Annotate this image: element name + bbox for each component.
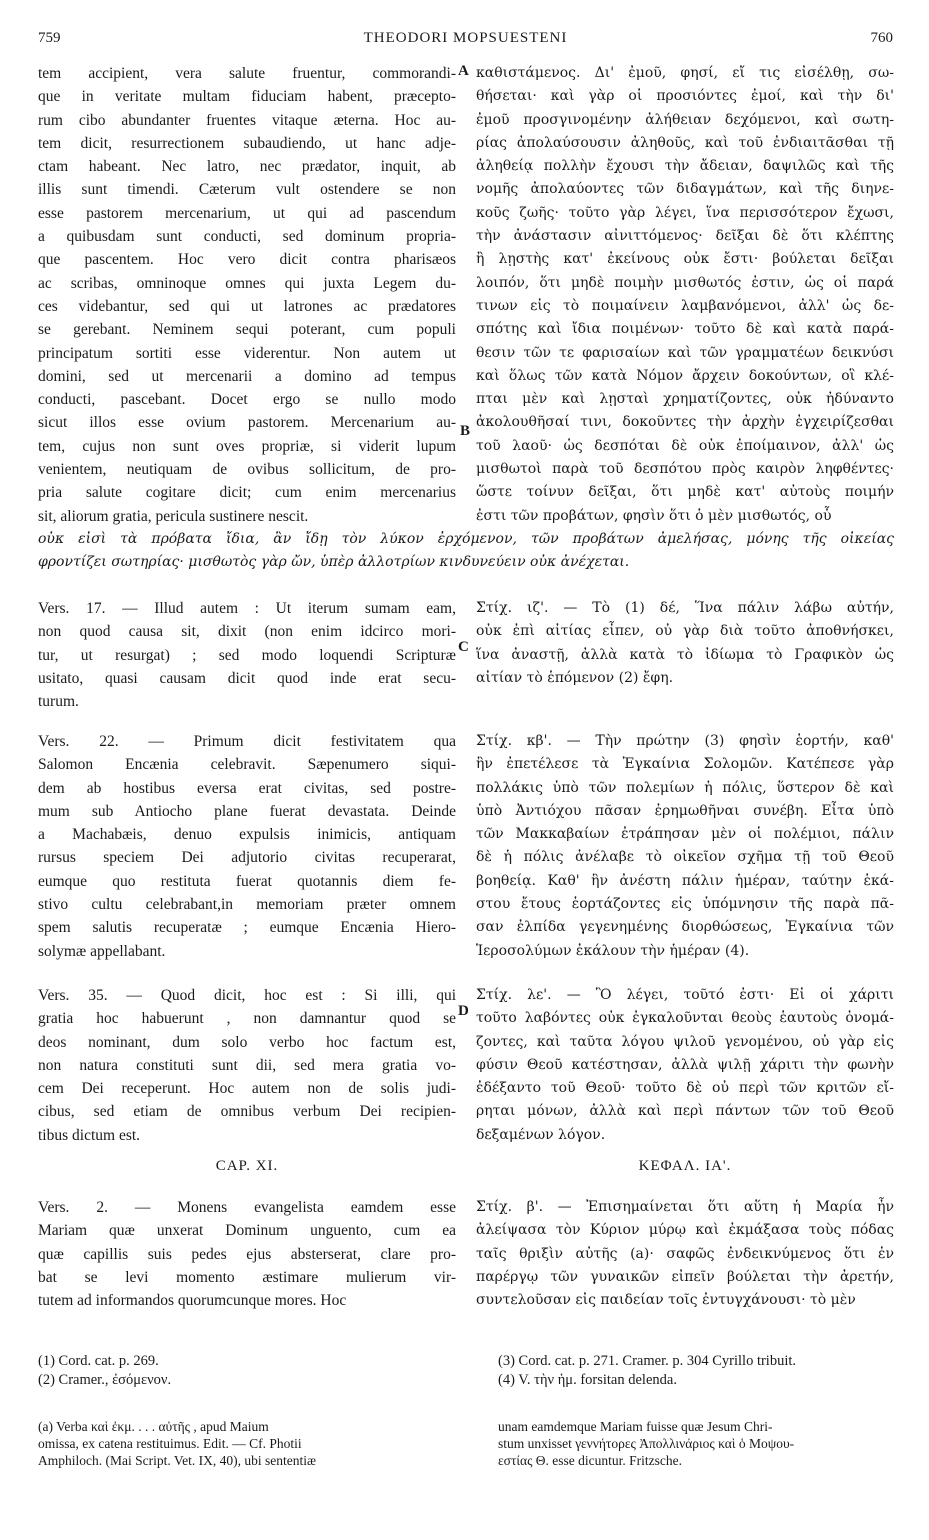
latin-column-block-2 [38, 597, 456, 713]
greek-text-line: τοῦ λαοῦ· ὡς δεσπόται δὲ οὐκ ἐποίμαινον, ἀλλ' ὡς [476, 437, 894, 454]
latin-text-line: tem dicit, resurrectionem subaudiendo, ut hanc adje- [38, 134, 456, 152]
greek-text-line: στου ἔτους ἑορτάζοντες εἰς ὑπόμνησιν τῆς παρὰ πᾶ- [476, 896, 894, 913]
editorial-note-right [498, 1418, 794, 1469]
latin-text-line: se gerebant. Neminem sequi poterant, cum populi [38, 321, 456, 339]
margin-marker-a: A [458, 63, 469, 79]
latin-text-line: Vers. 2. — Monens evangelista eamdem esse [38, 1199, 456, 1216]
margin-marker-c: C [458, 639, 469, 655]
latin-column-block-5 [38, 1196, 456, 1312]
footnote-line: (1) Cord. cat. p. 269. [38, 1353, 159, 1369]
latin-text-line: eumque quo restituta fuerat quotannis diem fe- [38, 872, 456, 890]
latin-text-line: Vers. 17. — Illud autem : Ut iterum sumam eam, [38, 600, 456, 617]
greek-text-line: θεσιν τῶν τε φαρισαίων καὶ τῶν γραμματέων δεικνύσι [476, 344, 894, 361]
latin-text-line: principatum sortiti esse viderentur. Non autem ut [38, 344, 456, 362]
greek-text-line: οὐκ ἐπὶ αἰτίας εἶπεν, οὐ γὰρ διὰ τοῦτο ἀποθνήσκει, [476, 623, 894, 640]
greek-text-line: ρηται μόνων, ἀλλὰ καὶ περὶ πάντων τῶν τοῦ Θεοῦ [476, 1103, 894, 1120]
greek-column-block-5 [476, 1196, 894, 1312]
footnotes-left [38, 1352, 171, 1390]
left-page-number: 759 [38, 30, 61, 46]
full-width-greek-line [38, 528, 894, 575]
note-line: Amphiloch. (Mai Script. Vet. IX, 40), ubi sententiæ [38, 1453, 316, 1468]
footnote-line: (4) V. τὴν ἡμ. forsitan delenda. [498, 1372, 677, 1388]
greek-text-line: ἐδέξαντο τοῦ Θεοῦ· τοῦτο δὲ οὐ περὶ τῶν κριτῶν εἴ- [476, 1080, 894, 1097]
latin-text-line: domini, sed ut mercenarii a domino ad tempus [38, 367, 456, 385]
latin-text-line: Mariam quæ unxerat Dominum unguento, cum ea [38, 1222, 456, 1240]
greek-text-line: ὥστε τοίνυν δεῖξαι, ὅτι μηδὲ κατ' αὐτοὺς ποιμήν [476, 484, 894, 501]
footnotes-right [498, 1352, 796, 1390]
greek-text-line: τὴν ἀνάστασιν αἰνιττόμενος· δεῖξαι δὲ ὅτι κλέπτης [476, 228, 894, 245]
greek-text-line: ἢ λῃστὴς κατ' ἐκείνους οὐκ ἔστι· βούλεται δεῖξαι [476, 251, 894, 268]
latin-text-line: illis sunt timendi. Cæterum vult ostendere se non [38, 181, 456, 199]
greek-text-line: πται μὲν καὶ λῃσταὶ χρηματίζοντες, οὐκ ἠδύναντο [476, 391, 894, 408]
greek-column-block-4 [476, 984, 894, 1147]
latin-text-line: rursus speciem Dei adjutorio civitas recuperarat, [38, 849, 456, 867]
note-line: (a) Verba καὶ ἐκμ. . . . αὐτῆς , apud Maium [38, 1419, 269, 1434]
greek-text-line: παρέργῳ τῶν γυναικῶν εἰπεῖν βούλεται τὴν ἀρετήν, [476, 1268, 894, 1285]
greek-text-line: ὑπὸ Ἀντιόχου πᾶσαν ἐρημωθῆναι συνέβη. Εἶτα ὑπὸ [476, 802, 894, 819]
latin-text-line: que pascentem. Hoc vero dicit contra pharisæos [38, 251, 456, 269]
latin-text-line: que in veritate multam fiduciam habent, præcepto- [38, 88, 456, 106]
latin-text-line: tur, ut resurgat) ; sed modo loquendi Scripturæ [38, 646, 456, 664]
greek-text-line: ἐστι τῶν προβάτων, φησὶν ὅτι ὁ μὲν μισθωτός, οὗ [476, 507, 832, 524]
greek-text-line: τοῦτο λαβόντες οὐκ ἐγκαλοῦνται θεοὺς ἑαυτοὺς ὀνομά- [476, 1010, 894, 1027]
latin-text-line: a Machabæis, denuo expulsis inimicis, antiquam [38, 826, 456, 844]
latin-text-line: bat se levi momento æstimare mulierum vir- [38, 1268, 456, 1286]
greek-text-line: καὶ ὅλως τῶν κατὰ Νόμον ἄρχειν δοκούντων, οἳ κλέ- [476, 367, 894, 384]
latin-text-line: cem Dei receperunt. Hoc autem non de solis judi- [38, 1080, 456, 1098]
latin-text-line: cibus, sed etiam de omnibus verbum Dei recipien- [38, 1103, 456, 1121]
latin-text-line: non quod causa sit, dixit (non enim idcirco mori- [38, 623, 456, 641]
greek-text-line: κοῦς ζωῆς· τοῦτο γὰρ λέγει, ἵνα περισσότερον ἔχωσι, [476, 204, 894, 221]
latin-text-line: Vers. 22. — Primum dicit festivitatem qua [38, 733, 456, 750]
greek-text-line: ἵνα ἀναστῇ, ἀλλὰ κατὰ τὸ ἰδίωμα τὸ Γραφικὸν ὡς [476, 646, 894, 663]
latin-text-line: solymæ appellabant. [38, 942, 166, 960]
latin-text-line: stivo cultu celebrabant,in memoriam præter omnem [38, 896, 456, 914]
latin-text-line: esse pastorem mercenarium, ut qui ad pascendum [38, 204, 456, 222]
greek-column-block-1 [476, 62, 894, 528]
editorial-note-left [38, 1418, 316, 1469]
running-title: THEODORI MOPSUESTENI [363, 30, 568, 46]
greek-text-line: ζοντες, καὶ ταῦτα λόγου ψιλοῦ γενομένου, οὐ γὰρ εἰς [476, 1033, 894, 1050]
greek-text-line: δεξαμένων λόγον. [476, 1126, 606, 1143]
greek-text-line: μισθωτοὶ παρὰ τοῦ δεσπότου πρὸς καιρὸν ληφθέντες· [476, 461, 894, 478]
greek-text-line: φύσιν Θεοῦ κατέστησαν, ἀλλὰ ψιλῇ χάριτι τὴν φωνὴν [476, 1056, 894, 1073]
greek-text-line: νομῆς ἀπολαύοντες τῶν διδαγμάτων, καὶ τῆς διηνε- [476, 181, 894, 198]
greek-text-line: φροντίζει σωτηρίας· μισθωτὸς γὰρ ὤν, ὑπὲρ ἀλλοτρίων κινδυνεύειν οὐκ ἀνέχεται. [38, 554, 630, 571]
greek-text-line: Στίχ. λε'. — Ὃ λέγει, τοῦτό ἐστι· Εἰ οἱ χάριτι [476, 987, 894, 1003]
latin-text-line: rum cibo abundanter fruentes vitaque æterna. Hoc au- [38, 111, 456, 129]
greek-text-line: βοηθείᾳ. Καθ' ἣν ἀνέστη πάλιν ἡμέραν, ταύτην ἑκά- [476, 872, 894, 889]
page-header [38, 30, 893, 54]
greek-text-line: αἰτίαν τὸ ἑπόμενον (2) ἔφη. [476, 669, 674, 686]
greek-text-line: σπότης καὶ ἴδια ποιμένων· τοῦτο δὲ καὶ κατὰ παρά- [476, 321, 894, 338]
greek-text-line: δὲ ἡ πόλις ἀνέλαβε τὸ οἰκεῖον σχῆμα τῇ τοῦ Θεοῦ [476, 849, 894, 866]
latin-text-line: Salomon Encænia celebravit. Sæpenumero siqui- [38, 756, 456, 774]
greek-text-line: Στίχ. ιζ'. — Τὸ (1) δέ, Ἵνα πάλιν λάβω αὐτήν, [476, 600, 894, 616]
latin-text-line: ctam habeant. Nec latro, nec prædator, inquit, ab [38, 158, 456, 176]
latin-text-line: tibus dictum est. [38, 1126, 141, 1144]
greek-text-line: θήσεται· καὶ γὰρ οἱ προσιόντες ἐμοί, καὶ τὴν δι' [476, 88, 894, 105]
latin-text-line: ac scribas, omninoque omnes qui juxta Legem du- [38, 274, 456, 292]
greek-text-line: ρίας ἀπολαύσουσιν ἀληθοῦς, καὶ τοῦ ἐνδιαιτᾶσθαι τῇ [476, 134, 894, 151]
greek-text-line: σαν ἐλπίδα γεγενημένης διορθώσεως, Ἐγκαίνια τῶν [476, 919, 894, 936]
greek-text-line: ἐμοῦ προσγινομένην ἀλήθειαν δεχόμενοι, καὶ σωτη- [476, 111, 894, 128]
right-page-number: 760 [870, 30, 893, 46]
latin-text-line: turum. [38, 693, 79, 711]
latin-text-line: dem ab hostibus eversa erat civitas, sed postre- [38, 779, 456, 797]
greek-text-line: ἣν ἐπετέλεσε τὰ Ἐγκαίνια Σολομῶν. Κατέπεσε γὰρ [476, 756, 894, 773]
latin-text-line: a quibusdam sunt conducti, sed dominum propria- [38, 228, 456, 246]
latin-column-block-3 [38, 730, 456, 963]
greek-text-line: συντελοῦσαν εἰς παιδείαν τοῖς ἐντυγχάνουσι· τὸ μὲν [476, 1292, 856, 1309]
greek-text-line: ἀληθείᾳ πολλὴν ἔχουσι τὴν ἄδειαν, δαψιλῶς καὶ τῆς [476, 158, 894, 175]
latin-text-line: mum sub Antiocho plane fuerat devastata. Deinde [38, 802, 456, 820]
latin-text-line: sicut illos esse ovium pastorem. Mercenarium au- [38, 414, 456, 432]
greek-text-line: λοιπόν, ὅτι μηδὲ ποιμὴν μισθωτός ἐστιν, ὡς οἱ παρά [476, 274, 894, 291]
latin-text-line: tem accipient, vera salute fruentur, commorandi- [38, 65, 456, 82]
latin-text-line: ces videbantur, sed qui ut latrones ac prædatores [38, 297, 456, 315]
latin-text-line: Vers. 35. — Quod dicit, hoc est : Si illi, qui [38, 987, 456, 1004]
greek-text-line: ταῖς θριξὶν αὐτῆς (a)· σαφῶς ἐνδεικνύμενος ὅτι ἐν [476, 1245, 894, 1262]
greek-text-line: Στίχ. β'. — Ἐπισημαίνεται ὅτι αὕτη ἡ Μαρία ἦν [476, 1199, 894, 1215]
latin-text-line: pria salute cogitare dicit; cum enim mercenarius [38, 484, 456, 502]
greek-text-line: τινων εἰς τὸ ποιμαίνειν λαμβανόμενοι, ἀλλ' ὡς δε- [476, 297, 894, 314]
greek-text-line: Στίχ. κβ'. — Τὴν πρώτην (3) φησὶν ἑορτήν, καθ' [476, 733, 894, 749]
greek-column-block-2 [476, 597, 894, 690]
greek-text-line: Ἱεροσολύμων ἐκάλουν τὴν ἡμέραν (4). [476, 942, 750, 959]
margin-marker-d: D [458, 1003, 469, 1019]
greek-text-line: ἀλείψασα τὸν Κύριον μύρῳ καὶ ἐκμάξασα τοὺς πόδας [476, 1222, 894, 1239]
greek-text-line: καθιστάμενος. Δι' ἐμοῦ, φησί, εἴ τις εἰσέλθῃ, σω- [476, 65, 894, 81]
footnote-line: (2) Cramer., ἐσόμενον. [38, 1372, 172, 1388]
latin-text-line: non natura constituti sunt dii, sed mera gratia vo- [38, 1056, 456, 1074]
note-line: εστίας Θ. esse dicuntur. Fritzsche. [498, 1453, 683, 1468]
latin-text-line: usitato, quasi causam dicit quod inde erat secu- [38, 669, 456, 687]
latin-text-line: spem salutis recuperatæ ; eumque Encænia Hiero- [38, 919, 456, 937]
footnote-line: (3) Cord. cat. p. 271. Cramer. p. 304 Cyrillo tribuit. [498, 1353, 797, 1369]
latin-text-line: sit, aliorum gratia, pericula sustinere nescit. [38, 507, 309, 525]
latin-text-line: venientem, neutiquam de ovibus sollicitum, de pro- [38, 461, 456, 479]
greek-text-line: πολλάκις ὑπὸ τῶν πολεμίων ἡ πόλις, ὕστερον δὲ καὶ [476, 779, 894, 796]
latin-text-line: quæ capillis suis pedes ejus absterserat, clare pro- [38, 1245, 456, 1263]
greek-text-line: τῶν Μακκαβαίων ἐτράπησαν μὲν οἱ πολέμιοι, πάλιν [476, 826, 894, 843]
latin-text-line: conducti, pascebant. Docet ergo se nullo modo [38, 391, 456, 409]
chapter-heading-greek: ΚΕΦΑΛ. ΙΑ'. [638, 1158, 732, 1174]
latin-text-line: gratia hoc habuerunt , non damnantur quod se [38, 1010, 456, 1028]
note-line: stum unxisset γεννήτορες Ἀπολλινάριος καὶ ὁ Μοψου- [498, 1436, 795, 1451]
latin-text-line: tutem ad informandos quorumcunque mores. Hoc [38, 1292, 347, 1310]
latin-column-block-1 [38, 62, 456, 528]
note-line: omissa, ex catena restituimus. Edit. — Cf. Photii [38, 1436, 302, 1451]
margin-marker-b: B [460, 423, 471, 439]
latin-text-line: deos nominant, dum solo verbo hoc factum est, [38, 1033, 456, 1051]
latin-column-block-4 [38, 984, 456, 1147]
latin-text-line: tem, cujus non sunt oves propriæ, si viderit lupum [38, 437, 456, 455]
greek-column-block-3 [476, 730, 894, 963]
greek-text-line: οὐκ εἰσὶ τὰ πρόβατα ἴδια, ἂν ἴδῃ τὸν λύκον ἐρχόμενον, τῶν προβάτων ἀμελήσας, μόνης τῆς οἰκείας [38, 531, 894, 547]
greek-text-line: ἀκολουθῆσαί τινι, δοκοῦντες τὴν ἀρχὴν ἐγχειρίζεσθαι [476, 414, 894, 431]
note-line: unam eamdemque Mariam fuisse quæ Jesum Chri- [498, 1419, 773, 1434]
chapter-heading-latin: CAP. XI. [215, 1158, 279, 1174]
